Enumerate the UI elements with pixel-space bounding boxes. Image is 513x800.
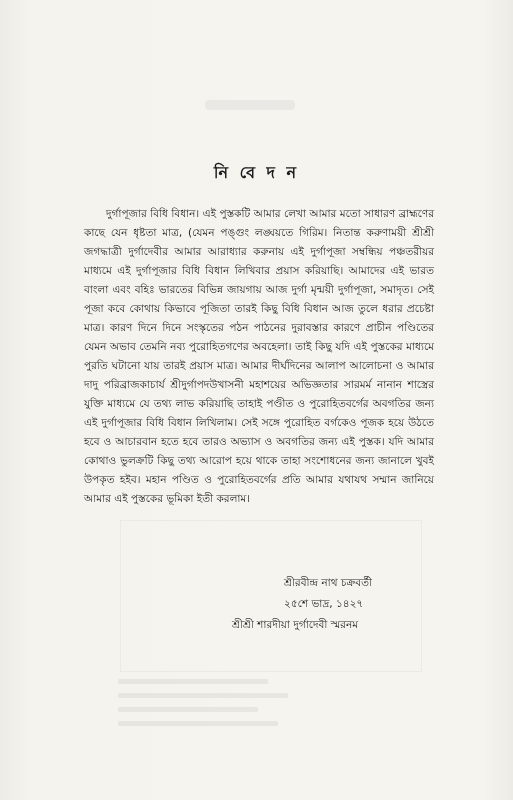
- signature-dedication: শ্রীশ্রী শারদীয়া দুর্গাদেবী স্মরনম: [232, 619, 359, 631]
- preface-paragraph: দুর্গাপূজার বিধি বিধান। এই পুস্তকটি আমার লেখা আমার মতো সাধারণ ব্রাহ্মণের কাছে যেন ধৃষ্টতা মাত্র, (যেমন পঙ্গুং লঙ্ঘয়তে গিরিম। নিতান্ত করুণাময়ী শ্রীশ্রী জগদ্ধাত্রী দুর্গাদেবীর আমার আরাধ্যার করুনায় এই দুর্গাপূজা সম্বন্ধিয় পঞ্চতরীয়র মাধ্যমে এই দুর্গাপূজার বিধি বিধান লিখিবার প্রয়াস করিয়াছি। আমাদের এই ভারত বাংলা এবং বহিঃ ভারতের বিভিন্ন জায়গায় আজ দুর্গা মৃন্ময়ী দুর্গাপূজা, সমাদৃত। সেই পূজা কবে কোথায় কিভাবে পূজিতা তারই কিছু বিধি বিধান আজ তুলে ধরার প্রচেষ্টা মাত্র। কারণ দিনে দিনে সংস্কৃতের পঠন পাঠনের দুরাবস্তার কারণে প্রাচীন পণ্ডিতের যেমন অভাব তেমনি নব্য পুরোহিতগণের অবহেলা। তাই কিছু যদি এই পুস্তকের মাধ্যমে পুরতি ঘটানো যায় তারই প্রয়াস মাত্র। আমার দীর্ঘদিনের আলাপ আলোচনা ও আমার দাদু পরিব্রাজকাচার্য শ্রীদুর্গাপদউখাসনী মহাশয়ের অভিজ্ঞতার সারমর্ম নানান শাস্ত্রের যুক্তি মাধ্যমে যে তথ্য লাভ করিয়াছি তাহাই পণ্ডীত ও পুরোহিতবর্গের অবগতির জন্য এই দুর্গাপূজার বিধি বিধান লিখিলাম। সেই সঙ্গে পুরোহিত বর্গকেও পূজক হয়ে উঠতে হবে ও আচারবান হতে হবে তারও অভ্যাস ও অবগতির জন্য এই পুস্তক। যদি আমার কোথাও ভুলক্রটি কিছু তথ্য আরোপ হয়ে থাকে তাহা সংশোধনের জন্য জানালে খুবই উপকৃত হইব। মহান পণ্ডিত ও পুরোহিতবর্গের প্রতি আমার যথাযথ সম্মান জানিয়ে আমার এই পুস্তকের ভূমিকা ইতী করলাম।: [84, 208, 434, 505]
- show-through-lines: [118, 670, 288, 735]
- show-through-mark: [205, 100, 295, 110]
- author-name: শ্রীরবীন্দ্র নাথ চক্রবর্তী: [284, 577, 372, 589]
- page-title: নি বে দ ন: [213, 163, 300, 182]
- signature-date: ২৫শে ভাদ্র, ১৪২৭: [284, 598, 364, 610]
- signature-block: [232, 573, 442, 636]
